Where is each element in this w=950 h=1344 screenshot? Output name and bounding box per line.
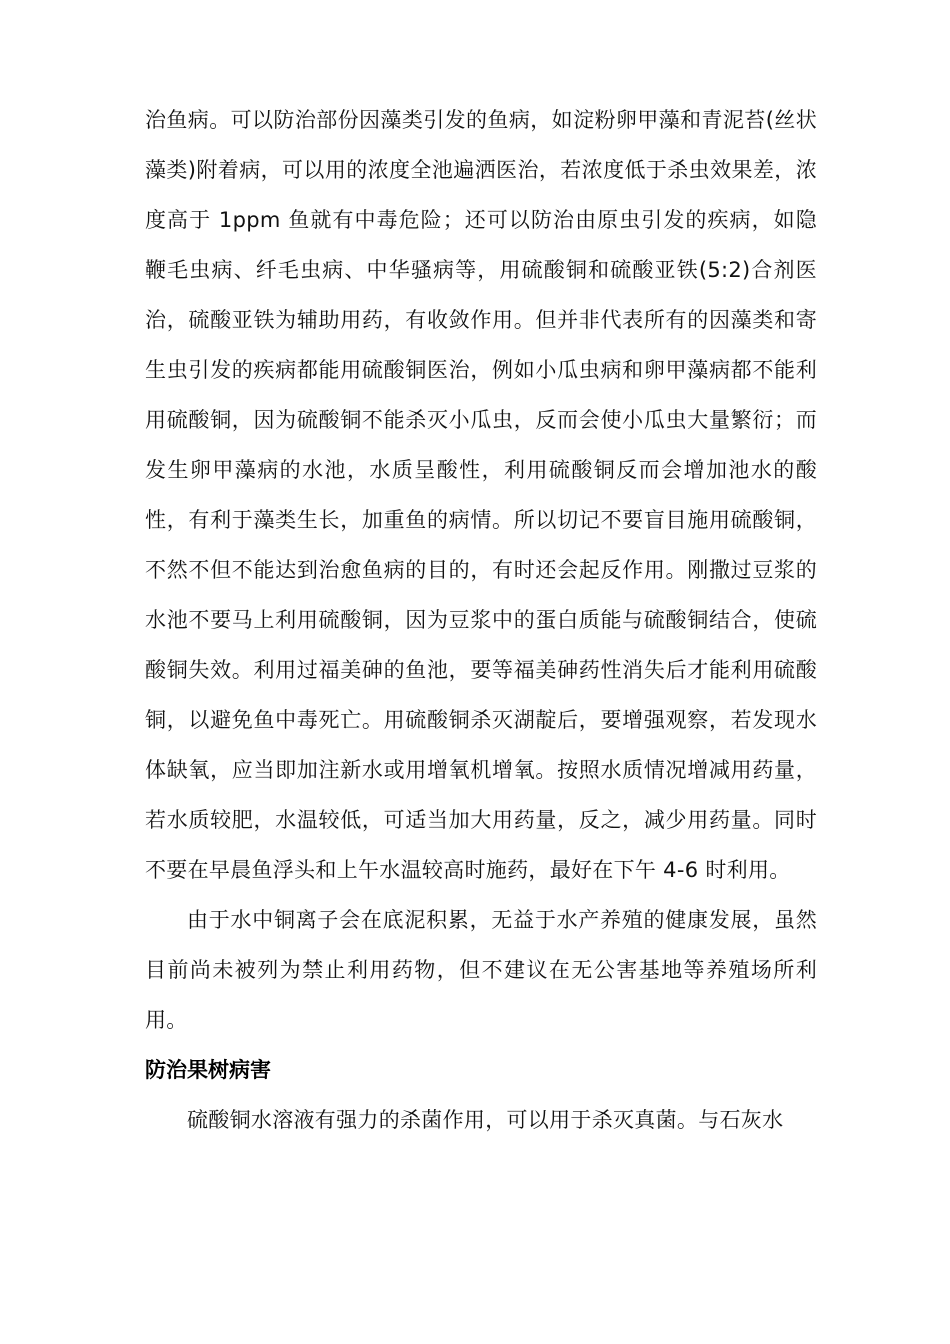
document-body <box>145 95 817 1145</box>
section-heading-fruit-tree: 防治果树病害 <box>145 1058 271 1082</box>
paragraph-copper-accumulation: 由于水中铜离子会在底泥积累，无益于水产养殖的健康发展，虽然目前尚未被列为禁止利用药物，但不建议在无公害基地等养殖场所利用。 <box>145 908 817 1032</box>
paragraph-fish-disease: 治鱼病。可以防治部份因藻类引发的鱼病，如淀粉卵甲藻和青泥苔(丝状藻类)附着病，可以用的浓度全池遍洒医治，若浓度低于杀虫效果差，浓度高于 1ppm 鱼就有中毒危险；还可以防治由原虫引发的疾病，如隐鞭毛虫病、纤毛虫病、中华骚病等，用硫酸铜和硫酸亚铁(5:2)合剂医治，硫酸亚铁为辅助用药，有收敛作用。但并非代表所有的因藻类和寄生虫引发的疾病都能用硫酸铜医治，例如小瓜虫病和卵甲藻病都不能利用硫酸铜，因为硫酸铜不能杀灭小瓜虫，反而会使小瓜虫大量繁衍；而发生卵甲藻病的水池，水质呈酸性，利用硫酸铜反而会增加池水的酸性，有利于藻类生长，加重鱼的病情。所以切记不要盲目施用硫酸铜，不然不但不能达到治愈鱼病的目的，有时还会起反作用。刚撒过豆浆的水池不要马上利用硫酸铜，因为豆浆中的蛋白质能与硫酸铜结合，使硫酸铜失效。利用过福美砷的鱼池，要等福美砷药性消失后才能利用硫酸铜，以避免鱼中毒死亡。用硫酸铜杀灭湖靛后，要增强观察，若发现水体缺氧，应当即加注新水或用增氧机增氧。按照水质情况增减用药量，若水质较肥，水温较低，可适当加大用药量，反之，减少用药量。同时不要在早晨鱼浮头和上午水温较高时施药，最好在下午 4-6 时利用。 <box>145 108 817 882</box>
paragraph-fungicide: 硫酸铜水溶液有强力的杀菌作用，可以用于杀灭真菌。与石灰水 <box>187 1108 784 1132</box>
